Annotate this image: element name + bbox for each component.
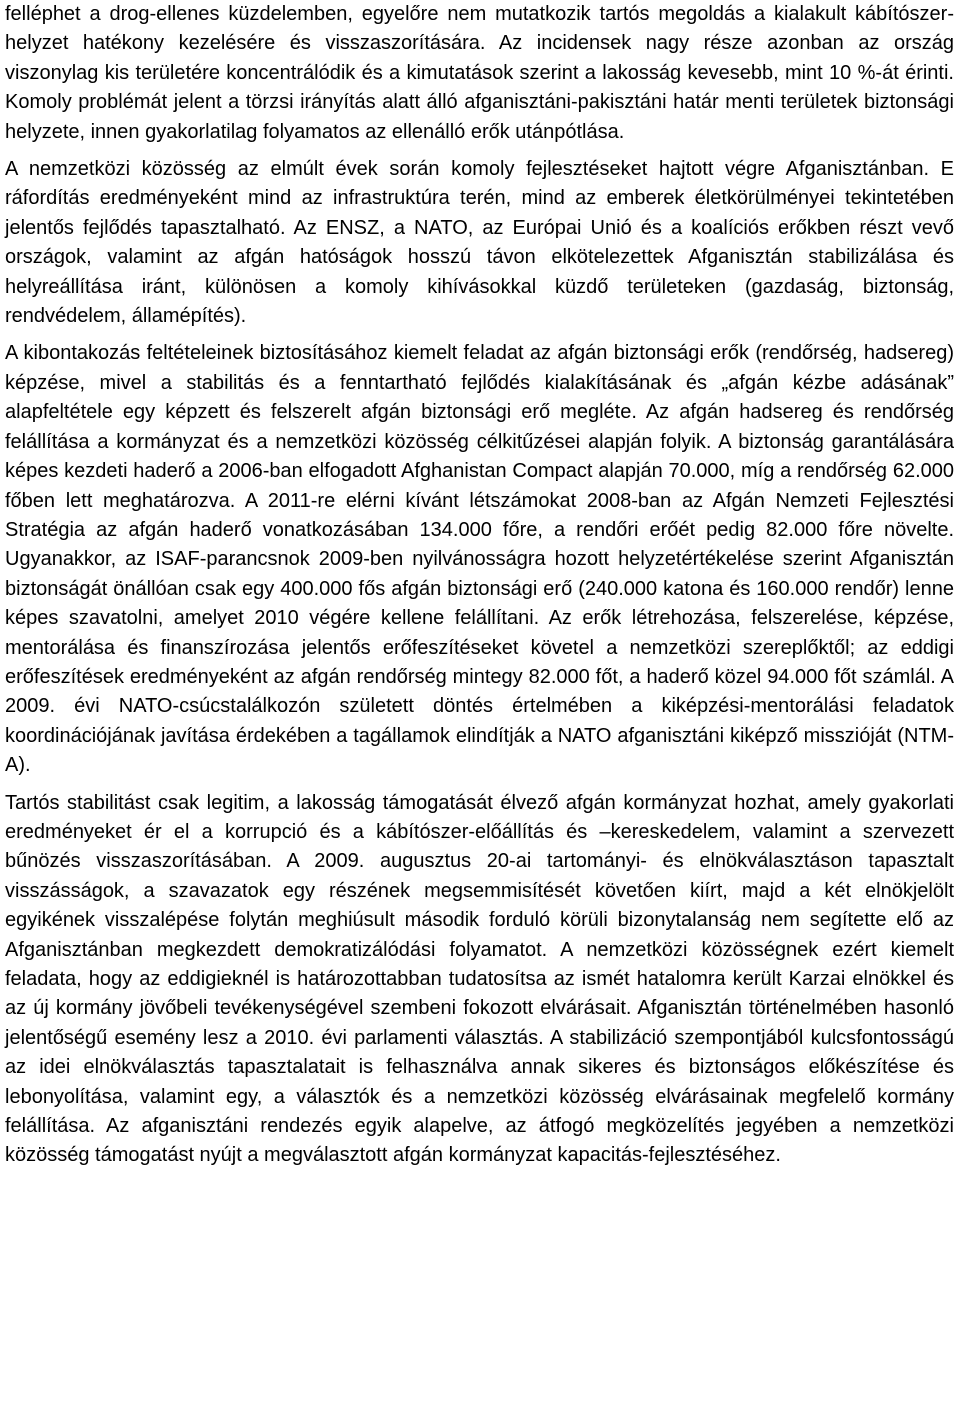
paragraph-international-community: A nemzetközi közösség az elmúlt évek során komoly fejlesztéseket hajtott végre Afganisztánban. E ráfordítás eredményeként mind az infrastruktúra terén, mind az emberek életkörülményei tekintetében jelentős fejlődés tapasztalható. Az ENSZ, a NATO, az Európai Unió és a koalíciós erőkben részt vevő országok, valamint az afgán hatóságok hosszú távon elkötelezettek Afganisztán stabilizálása és helyreállítása iránt, különösen a komoly kihívásokkal küzdő területeken (gazdaság, biztonság, rendvédelem, államépítés). xyxy=(5,158,954,328)
paragraph-drug-situation: felléphet a drog-ellenes küzdelemben, egyelőre nem mutatkozik tartós megoldás a kialakult kábítószer-helyzet hatékony kezelésére és visszaszorítására. Az incidensek nagy része azonban az ország viszonylag kis területére koncentrálódik és a kimutatások szerint a lakosság kevesebb, mint 10 %-át érinti. Komoly problémát jelent a törzsi irányítás alatt álló afganisztáni-pakisztáni határ menti területek biztonsági helyzete, innen gyakorlatilag folyamatos az ellenálló erők utánpótlása. xyxy=(5,3,954,143)
paragraph-security-forces: A kibontakozás feltételeinek biztosításához kiemelt feladat az afgán biztonsági erők (rendőrség, hadsereg) képzése, mivel a stabilitás és a fenntartható fejlődés kialakításának és „afgán kézbe adásának” alapfeltétele egy képzett és felszerelt afgán biztonsági erő megléte. Az afgán hadsereg és rendőrség felállítása a kormányzat és a nemzetközi közösség célkitűzései alapján folyik. A biztonság garantálására képes kezdeti haderő a 2006-ban elfogadott Afghanistan Compact alapján 70.000, míg a rendőrség 62.000 főben lett meghatározva. A 2011-re elérni kívánt létszámokat 2008-ban az Afgán Nemzeti Fejlesztési Stratégia az afgán haderő vonatkozásában 134.000 főre, a rendőri erőét pedig 82.000 főre növelte. Ugyanakkor, az ISAF-parancsnok 2009-ben nyilvánosságra hozott helyzetértékelése szerint Afganisztán biztonságát önállóan csak egy 400.000 fős afgán biztonsági erő (240.000 katona és 160.000 rendőr) lenne képes szavatolni, amelyet 2010 végére kellene felállítani. Az erők létrehozása, felszerelése, képzése, mentorálása és finanszírozása jelentős erőfeszítéseket követel a nemzetközi szereplőktől; az eddigi erőfeszítések eredményeként az afgán rendőrség mintegy 82.000 főt, a haderő közel 94.000 főt számlál. A 2009. évi NATO-csúcstalálkozón született döntés értelmében a kiképzési-mentorálási feladatok koordinációjának javítása érdekében a tagállamok elindítják a NATO afganisztáni kiképző misszióját (NTM-A). xyxy=(5,342,954,777)
paragraph-stability-government: Tartós stabilitást csak legitim, a lakosság támogatását élvező afgán kormányzat hozhat, amely gyakorlati eredményeket ér el a korrupció és a kábítószer-előállítás és –kereskedelem, valamint a szervezett bűnözés visszaszorításában. A 2009. augusztus 20-ai tartományi- és elnökválasztáson tapasztalt visszásságok, a szavazatok egy részének megsemmisítését követően kiírt, majd a két elnökjelölt egyikének visszalépése folytán meghiúsult második forduló körüli bizonytalanság nem segítette elő az Afganisztánban megkezdett demokratizálódási folyamatot. A nemzetközi közösségnek ezért kiemelt feladata, hogy az eddigieknél is határozottabban tudatosítsa az ismét hatalomra került Karzai elnökkel és az új kormány jövőbeli tevékenységével szembeni fokozott elvárásait. Afganisztán történelmében hasonló jelentőségű esemény lesz a 2010. évi parlamenti választás. A stabilizáció szempontjából kulcsfontosságú az idei elnökválasztás tapasztalatait is felhasználva annak sikeres és biztonságos előkészítése és lebonyolítása, valamint egy, a választók és a nemzetközi közösség elvárásainak megfelelő kormány felállítása. Az afganisztáni rendezés egyik alapelve, az átfogó megközelítés jegyében a nemzetközi közösség támogatást nyújt a megválasztott afgán kormányzat kapacitás-fejlesztéséhez. xyxy=(5,791,954,1167)
